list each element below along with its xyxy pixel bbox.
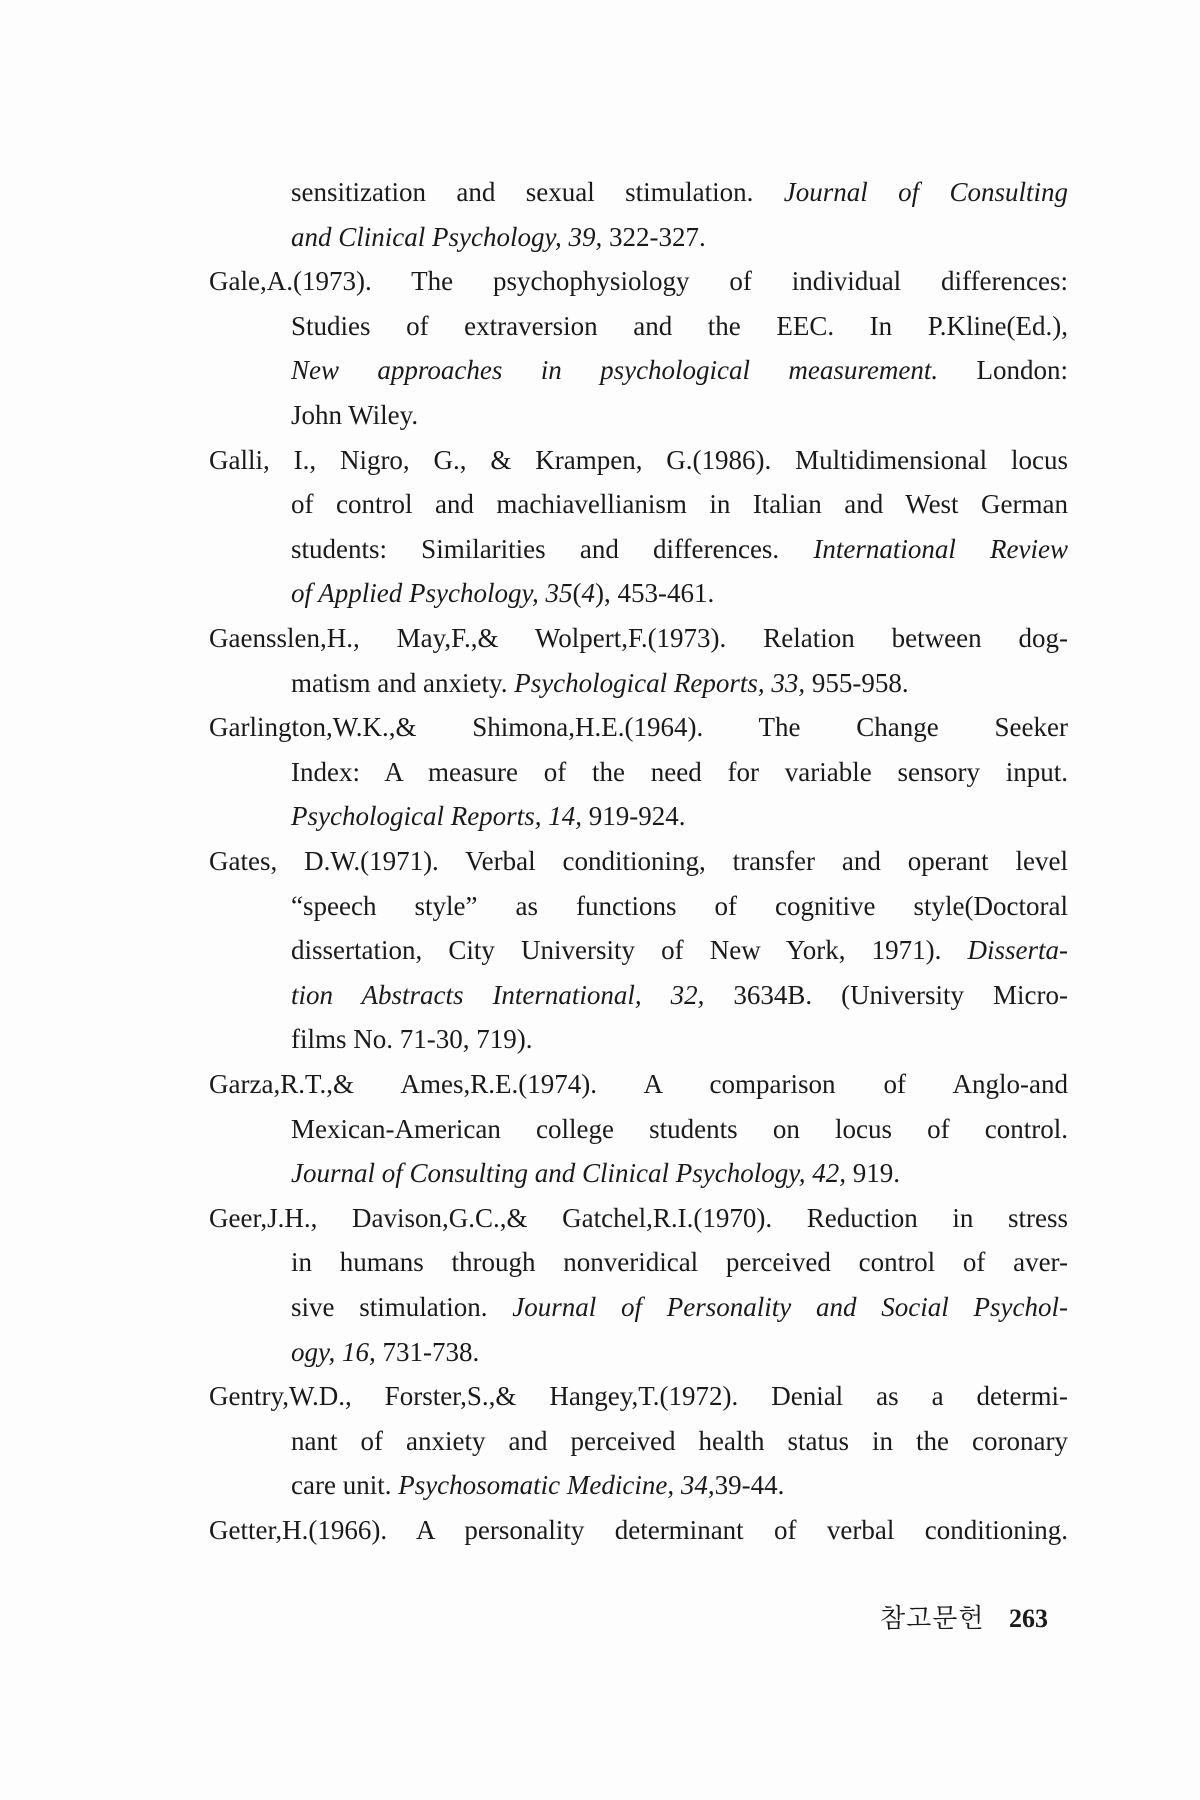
reference-entry-line (291, 884, 1068, 929)
reference-text: 322-327. (602, 221, 706, 252)
reference-text: matism and anxiety. (291, 667, 515, 698)
reference-italic-text: Psychosomatic Medicine, 34, (398, 1470, 715, 1501)
reference-entry-line (291, 170, 1068, 215)
reference-entry-line (291, 973, 1068, 1018)
reference-entry-first-line (209, 839, 1068, 884)
reference-entry-line (291, 1463, 1068, 1508)
reference-italic-text: Journal of Consulting and Clinical Psychology, 42, (291, 1158, 846, 1189)
reference-italic-text: International Review (813, 533, 1068, 564)
reference-text: John Wiley. (291, 400, 419, 430)
reference-entry-line (291, 1017, 1068, 1062)
reference-text: “speech style” as functions of cognitive style(Doctoral (291, 890, 1068, 921)
reference-entry-first-line (209, 616, 1068, 661)
reference-text: Garlington,W.K.,& Shimona,H.E.(1964). The Change Seeker (209, 712, 1068, 743)
reference-text: Mexican-American college students on locus of control. (291, 1113, 1068, 1144)
reference-entry-line (291, 393, 1068, 438)
reference-text: of control and machiavellianism in Italian and West German (291, 489, 1068, 520)
reference-text: Getter,H.(1966). A personality determinant of verbal conditioning. (209, 1515, 1068, 1545)
reference-text: 919-924. (581, 801, 686, 832)
reference-entry-line (291, 1240, 1068, 1285)
reference-italic-text: Psychological Reports, 33, (514, 667, 806, 698)
reference-text: 731-738. (375, 1336, 480, 1367)
reference-entry-first-line (209, 438, 1068, 483)
reference-text: 955-958. (805, 667, 909, 698)
reference-entry-line (291, 1419, 1068, 1464)
reference-text: dissertation, City University of New York, 1971). (291, 935, 968, 966)
reference-text: Gaensslen,H., May,F.,& Wolpert,F.(1973). Relation between dog- (209, 623, 1068, 653)
reference-italic-text: tion Abstracts International, 32, (291, 979, 705, 1010)
reference-italic-text: Disserta- (967, 935, 1068, 966)
reference-entry-line (291, 1330, 1068, 1375)
reference-italic-text: ogy, 16, (291, 1336, 376, 1367)
running-footer-title: 참고문헌 (880, 1604, 985, 1633)
reference-text: in humans through nonveridical perceived control of aver- (291, 1247, 1068, 1278)
reference-entry-first-line (209, 705, 1068, 750)
reference-text: ( (572, 578, 582, 609)
reference-text: 919. (845, 1158, 900, 1189)
reference-entry-line (291, 794, 1068, 839)
reference-italic-text: Psychological Reports, 14, (291, 801, 582, 832)
reference-text: sensitization and sexual stimulation. (291, 177, 784, 207)
reference-entry-first-line (209, 1508, 1068, 1553)
reference-text: Index: A measure of the need for variable sensory input. (291, 756, 1068, 787)
reference-text: Gentry,W.D., Forster,S.,& Hangey,T.(1972). Denial as a determi- (209, 1381, 1068, 1412)
reference-entry-line (291, 215, 1068, 260)
reference-entry-first-line (209, 1374, 1068, 1419)
reference-entry-line (291, 750, 1068, 795)
reference-text: Gale,A.(1973). The psychophysiology of individual differences: (209, 266, 1068, 297)
reference-text: sive stimulation. (291, 1292, 513, 1322)
reference-entry-line (291, 482, 1068, 527)
reference-italic-text: of Applied Psychology, 35 (291, 578, 573, 609)
reference-entry-line (291, 928, 1068, 973)
reference-entry-line (291, 527, 1068, 572)
page-number: 263 (1008, 1604, 1048, 1633)
reference-text: Garza,R.T.,& Ames,R.E.(1974). A comparison of Anglo-and (209, 1069, 1068, 1099)
reference-text: Studies of extraversion and the EEC. In P.Kline(Ed.), (291, 310, 1068, 341)
reference-text: care unit. (291, 1470, 399, 1501)
reference-text: students: Similarities and differences. (291, 533, 814, 564)
reference-entry-first-line (209, 259, 1068, 304)
reference-entry-line (291, 304, 1068, 349)
page-footer (880, 1598, 1048, 1635)
reference-entry-first-line (209, 1062, 1068, 1107)
reference-entry-line (291, 1151, 1068, 1196)
reference-italic-text: Journal of Consulting (783, 177, 1068, 207)
reference-text: 39-44. (714, 1470, 785, 1501)
reference-italic-text: New approaches in psychological measurement. (291, 355, 939, 386)
reference-text: nant of anxiety and perceived health status in the coronary (291, 1425, 1068, 1456)
reference-text: London: (938, 355, 1068, 386)
reference-entry-line (291, 571, 1068, 616)
reference-text: films No. 71-30, 719). (291, 1024, 533, 1055)
reference-italic-text: and Clinical Psychology, 39, (291, 221, 603, 252)
reference-text: 3634B. (University Micro- (704, 979, 1068, 1010)
reference-entry-line (291, 1285, 1068, 1330)
reference-text: Gates, D.W.(1971). Verbal conditioning, transfer and operant level (209, 846, 1068, 876)
reference-italic-text: Journal of Personality and Social Psychol- (512, 1292, 1068, 1322)
reference-entry-first-line (209, 1196, 1068, 1241)
reference-entry-line (291, 348, 1068, 393)
reference-entry-line (291, 661, 1068, 706)
reference-text: Galli, I., Nigro, G., & Krampen, G.(1986). Multidimensional locus (209, 444, 1068, 475)
reference-entry-line (291, 1107, 1068, 1152)
reference-text: ), 453-461. (594, 578, 715, 609)
reference-italic-text: 4 (581, 578, 595, 609)
reference-text: Geer,J.H., Davison,G.C.,& Gatchel,R.I.(1970). Reduction in stress (209, 1202, 1068, 1233)
